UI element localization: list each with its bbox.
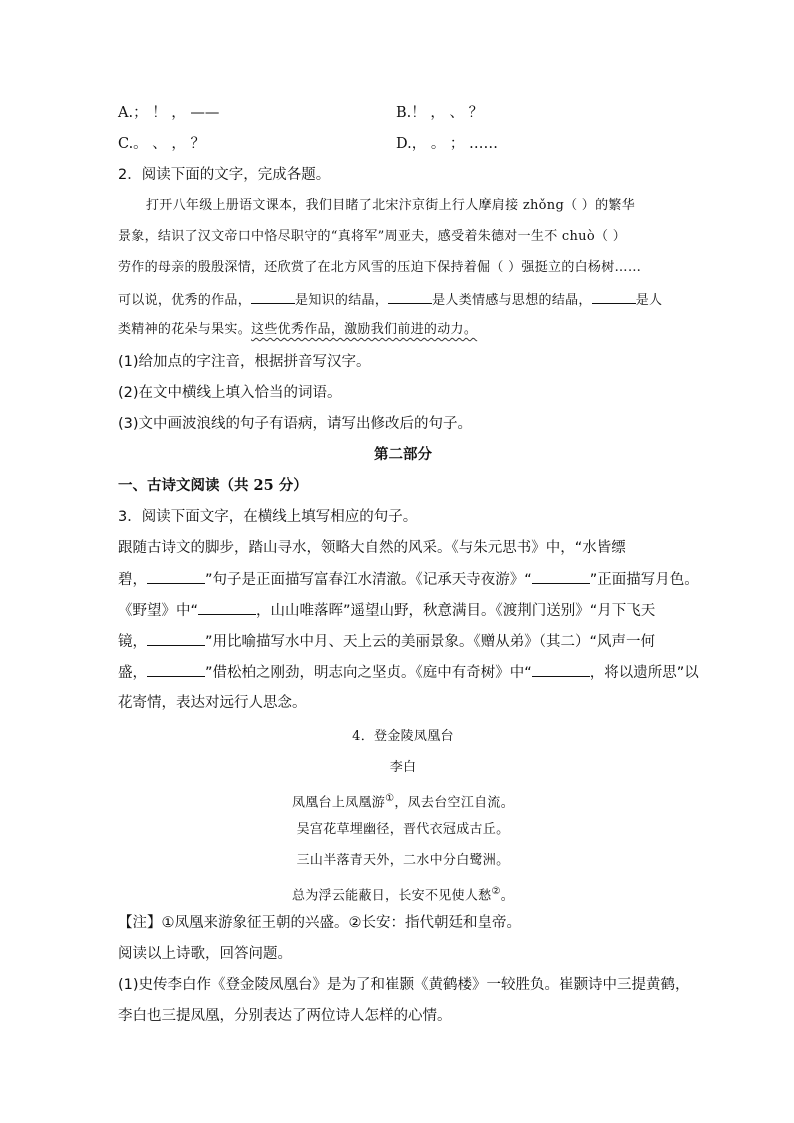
q4-instruction: 阅读以上诗歌，回答问题。 (118, 946, 292, 962)
part-heading: 第二部分 (374, 446, 432, 463)
q3-text: ，山山唯落晖”遥望山野，秋意满目。《渡荆门送别》“月下飞天 (256, 603, 656, 619)
fill-blank[interactable] (147, 662, 205, 677)
fill-blank[interactable] (147, 569, 205, 584)
q2-text: 类精神的花朵与果实。 (118, 322, 252, 337)
q4-sub-question: 李白也三提凤凰，分别表达了两位诗人怎样的心情。 (118, 1008, 452, 1024)
fill-blank[interactable] (388, 289, 432, 304)
option-d: D.， 。 ； …… (396, 136, 499, 152)
q3-text-line (118, 631, 688, 652)
poem-verse: 三山半落青天外，二水中分白鹭洲。 (296, 853, 510, 868)
verse-text: ，凤去台空江自流。 (394, 795, 515, 811)
q3-text-line: 花寄情，表达对远行人思念。 (118, 695, 307, 711)
q2-sub-question: (2)在文中横线上填入恰当的词语。 (118, 385, 342, 401)
q3-text: ”用比喻描写水中月、天上云的美丽景象。《赠从弟》（其二）“风声一何 (205, 634, 656, 650)
q2-text: 是知识的结晶， (295, 293, 389, 308)
q3-title: 3．阅读下面文字，在横线上填写相应的句子。 (118, 509, 418, 525)
q3-text: ，将以遗所思”以 (589, 665, 699, 681)
fill-blank[interactable] (592, 289, 636, 304)
q2-passage-line: 劳作的母亲的殷殷深情，还欣赏了在北方风雪的压迫下保持着倔（ ）强挺立的白杨树…… (118, 260, 642, 275)
verse-text: 总为浮云能蔽日，长安不见使人愁 (291, 888, 492, 904)
q3-text-line (118, 600, 688, 621)
fill-blank[interactable] (532, 662, 590, 677)
option-c: C.。 、 ， ？ (118, 136, 206, 152)
section-heading: 一、古诗文阅读（共 25 分） (118, 477, 308, 494)
q2-sub-question: (3)文中画波浪线的句子有语病，请写出修改后的句子。 (118, 416, 473, 432)
verse-text: 。 (500, 888, 515, 904)
poem-note: 【注】①凤凰来游象征王朝的兴盛。②长安：指代朝廷和皇帝。 (118, 915, 521, 931)
note-marker: ① (385, 793, 395, 804)
fill-blank[interactable] (198, 600, 256, 615)
q3-text: 镜， (118, 634, 147, 650)
q2-passage-line (118, 320, 688, 340)
fill-blank[interactable] (532, 569, 590, 584)
fill-blank[interactable] (147, 631, 205, 646)
q3-text-line (118, 662, 699, 683)
wavy-underlined-sentence: 这些优秀作品，激励我们前进的动力。 (251, 322, 478, 337)
poem-verse (118, 789, 688, 813)
fill-blank[interactable] (251, 289, 295, 304)
q2-sub-question: (1)给加点的字注音，根据拼音写汉字。 (118, 354, 371, 370)
q3-text: ”句子是正面描写富春江水清澈。《记承天寺夜游》“ (205, 572, 532, 588)
q2-text: 可以说，优秀的作品， (118, 293, 252, 308)
q3-text-line (118, 569, 699, 590)
q3-text: 《野望》中“ (118, 603, 199, 619)
poem-verse: 吴宫花草埋幽径，晋代衣冠成古丘。 (296, 822, 510, 837)
q4-sub-question: (1)史传李白作《登金陵凤凰台》是为了和崔颢《黄鹤楼》一较胜负。崔颢诗中三提黄鹤， (118, 977, 690, 993)
note-marker: ② (491, 886, 501, 897)
q3-text: 碧， (118, 572, 147, 588)
poem-verse (118, 882, 688, 906)
q3-text: ”正面描写月色。 (589, 572, 699, 588)
q2-passage-line: 景象，结识了汉文帝口中恪尽职守的“真将军”周亚夫，感受着朱德对一生不 chuò（ ） (118, 229, 627, 244)
q2-title: 2．阅读下面的文字，完成各题。 (118, 167, 331, 183)
q2-text: 是人 (635, 293, 663, 308)
q2-passage-line (118, 289, 688, 311)
q2-text: 是人类情感与思想的结晶， (432, 293, 592, 308)
poem-author: 李白 (389, 760, 417, 775)
poem-title: 4．登金陵凤凰台 (352, 729, 454, 744)
q3-text-line: 跟随古诗文的脚步，踏山寻水，领略大自然的风采。《与朱元思书》中，“水皆缥 (118, 540, 626, 556)
option-b: B.！ ， 、 ？ (396, 105, 484, 121)
verse-text: 凤凰台上凤凰游 (291, 795, 386, 811)
q2-passage-line: 打开八年级上册语文课本，我们目睹了北宋汴京街上行人摩肩接 zhǒng（ ）的繁华 (146, 198, 636, 213)
option-a: A.； ！ ， —— (118, 105, 220, 121)
q3-text: 盛， (118, 665, 147, 681)
q3-text: ”借松柏之刚劲，明志向之坚贞。《庭中有奇树》中“ (205, 665, 532, 681)
